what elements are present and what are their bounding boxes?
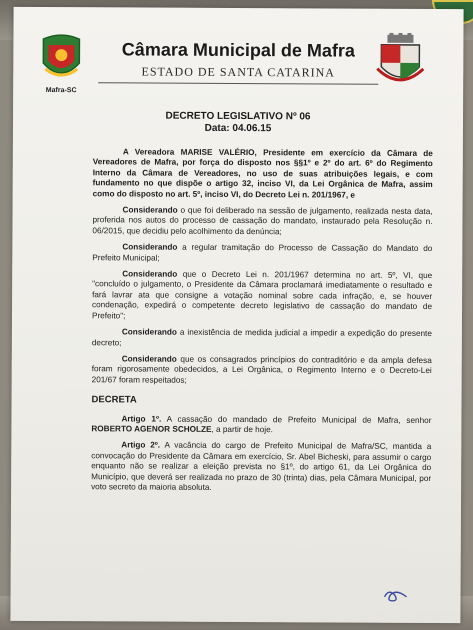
considerando-paragraph: [92, 354, 432, 387]
left-logo-caption: Mafra-SC: [45, 86, 77, 95]
mafra-coat-of-arms-icon: [39, 33, 83, 85]
coat-of-arms-icon: [375, 33, 425, 89]
article-text: A vacância do cargo de Prefeito Municipal de Mafra/SC, mantida a convocação do Presidente da Câmara em exercício, Sr. Abel Bicheski, para assumir o cargo enquanto não se realizar a eleição prevista no §1º, do artigo 61, da Lei Orgânica do Município, que deverá ser realizada no prazo de 30 (trinta) dias, pela Câmara Municipal, por voto secreto da maioria absoluta.: [91, 440, 432, 492]
considerando-paragraph: [92, 269, 432, 323]
article-text: A cassação do mandado de Prefeito Municipal de Mafra, senhor: [161, 414, 432, 425]
document-page: [10, 7, 463, 623]
considerando-text: que o Decreto Lei n. 201/1967 determina no art. 5º, VI, que "concluído o julgamento, o Presidente da Câmara proclamará imediatamente o resultado e fará lavrar ata que consigne a votação nominal sobre cada infração, e, se houver condenação, expedirá o competente decreto legislativo de cassação do mandato de Prefeito";: [91, 269, 433, 321]
decreta-heading: DECRETA: [91, 394, 137, 406]
document-body: [91, 147, 433, 500]
article-label: Artigo 2º.: [121, 440, 161, 450]
header-divider: [98, 82, 378, 84]
preamble-paragraph: [93, 147, 433, 201]
preamble-intro: A Vereadora: [122, 147, 181, 157]
considerando-label: Considerando: [122, 242, 178, 252]
preamble-text: , Presidente em exercício da Câmara de Vereadores de Mafra, por força do disposto nos §§1º e 2º do art. 6º do Regimento Interno da Câmara de Vereadores, no uso de suas atribuições legais, e com fundamento no que dispõe o artigo 32, inciso VI, da Lei Orgânica de Mafra, assim como do disposto no art. 5º, inciso VI, do Decreto Lei n. 201/1967, e: [92, 148, 433, 200]
considerando-text: o que foi deliberado na sessão de julgamento, realizada nesta data, proferida nos autos do processo de cassação do mandato, instaurado pela Resolução n. 06/2015, que decidiu pelo acolhimento da denúncia;: [92, 205, 433, 237]
considerando-paragraph: [92, 205, 432, 238]
mayor-name: ROBERTO AGENOR SCHOLZE: [91, 424, 212, 434]
considerando-label: Considerando: [122, 205, 178, 215]
considerando-paragraph: [92, 242, 432, 265]
signatory-name: MARISE VALÉRIO: [180, 147, 255, 158]
considerando-label: Considerando: [122, 269, 178, 279]
article-label: Artigo 1º.: [121, 413, 162, 424]
considerando-text: a inexistência de medida judicial a impedir a expedição do presente decreto;: [91, 327, 432, 347]
considerando-paragraph: [92, 327, 432, 350]
article-text-end: , a partir de hoje.: [211, 424, 273, 435]
article-paragraph: [91, 441, 431, 495]
considerando-label: Considerando: [121, 354, 177, 364]
handwritten-mark: [380, 587, 410, 605]
page-title: Câmara Municipal de Mafra: [121, 39, 355, 61]
decree-title: DECRETO LEGISLATIVO Nº 06: [165, 110, 311, 123]
page-subtitle: ESTADO DE SANTA CATARINA: [141, 64, 336, 80]
article-paragraph: [91, 414, 431, 437]
decree-date: Data: 04.06.15: [204, 122, 272, 135]
considerando-label: Considerando: [121, 327, 177, 337]
considerando-text: que os consagrados princípios do contraditório e da ampla defesa foram rigorosamente obedecidos, a Lei Orgânica, o Regimento Interno e o Decreto-Lei 201/67 foram respeitados;: [91, 354, 432, 385]
considerando-text: a regular tramitação do Processo de Cassação do Mandato do Prefeito Municipal;: [92, 242, 433, 263]
